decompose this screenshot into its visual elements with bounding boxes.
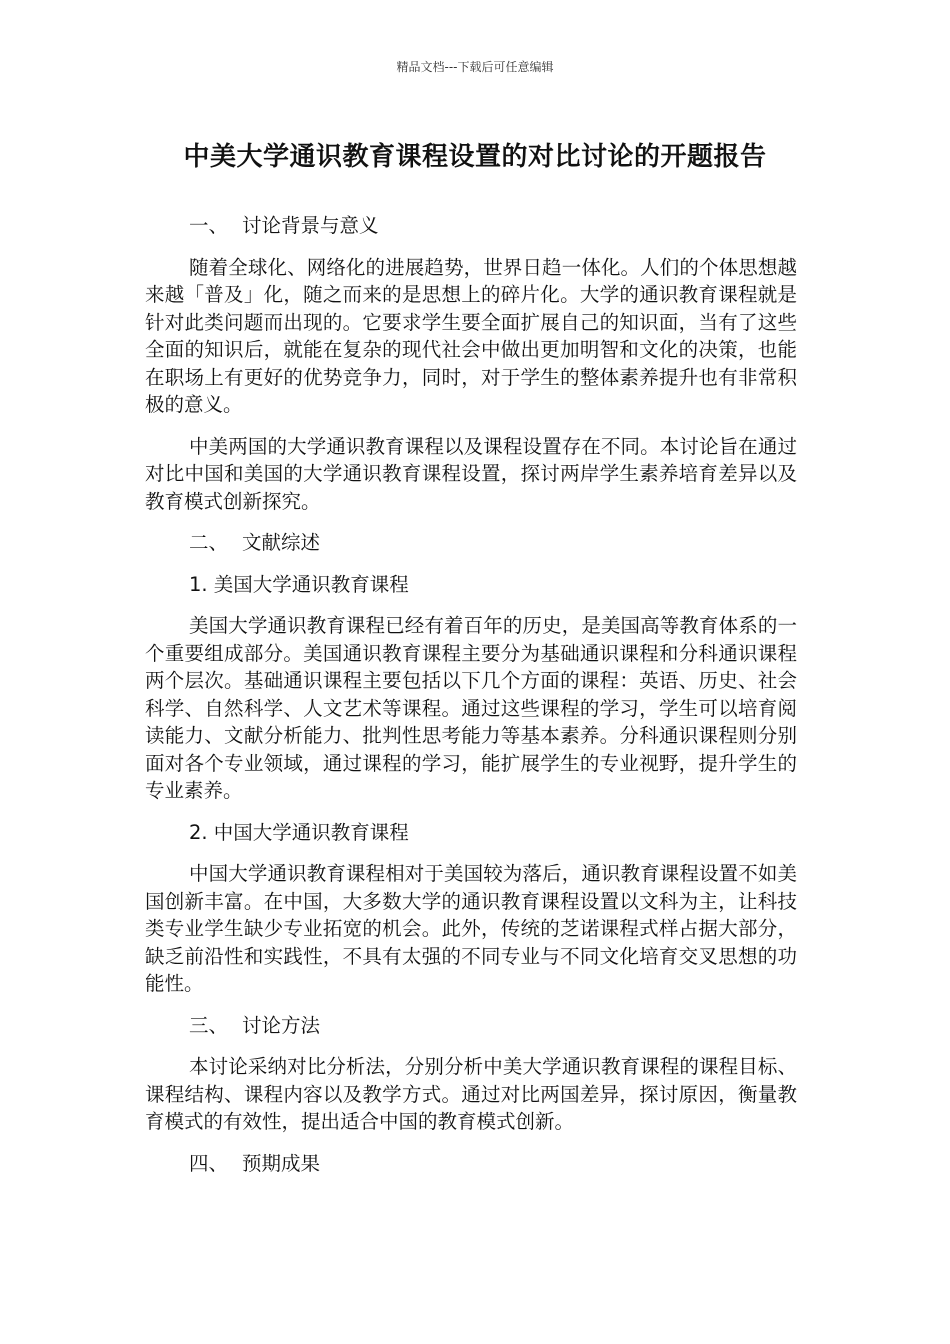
header-note: 精品文档---下载后可任意编辑: [396, 60, 554, 74]
section-number: 三、: [189, 1013, 229, 1037]
section-heading-background: [145, 212, 797, 240]
section-title: 讨论方法: [242, 1013, 321, 1037]
section-title: 文献综述: [242, 531, 321, 554]
section-number: 一、: [189, 214, 229, 237]
document-body: [145, 212, 797, 1191]
section-number: 四、: [189, 1151, 229, 1175]
subsection-heading-us: 1. 美国大学通识教育课程: [189, 572, 409, 596]
paragraph: 中美两国的大学通识教育课程以及课程设置存在不同。本讨论旨在通过对比中国和美国的大学通识教育课程设置，探讨两岸学生素养培育差异以及教育模式创新探究。: [145, 434, 797, 513]
paragraph: 中国大学通识教育课程相对于美国较为落后，通识教育课程设置不如美国创新丰富。在中国，大多数大学的通识教育课程设置以文科为主，让科技类专业学生缺少专业拓宽的机会。此外，传统的芝诺课程式样占据大部分，缺乏前沿性和实践性，不具有太强的不同专业与不同文化培育交叉思想的功能性。: [145, 862, 797, 995]
section-heading-literature: [145, 529, 797, 557]
section-title: 预期成果: [242, 1151, 321, 1175]
section-heading-outcomes: [145, 1150, 797, 1178]
document-title: 中美大学通识教育课程设置的对比讨论的开题报告: [183, 142, 767, 172]
section-title: 讨论背景与意义: [242, 214, 379, 237]
section-number: 二、: [189, 531, 229, 554]
paragraph: 本讨论采纳对比分析法，分别分析中美大学通识教育课程的课程目标、课程结构、课程内容以及教学方式。通过对比两国差异，探讨原因，衡量教育模式的有效性，提出适合中国的教育模式创新。: [145, 1055, 797, 1133]
paragraph: 美国大学通识教育课程已经有着百年的历史，是美国高等教育体系的一个重要组成部分。美国通识教育课程主要分为基础通识课程和分科通识课程两个层次。基础通识课程主要包括以下几个方面的课程：英语、历史、社会科学、自然科学、人文艺术等课程。通过这些课程的学习，学生可以培育阅读能力、文献分析能力、批判性思考能力等基本素养。分科通识课程则分别面对各个专业领域，通过课程的学习，能扩展学生的专业视野，提升学生的专业素养。: [145, 614, 797, 802]
section-heading-methods: [145, 1012, 797, 1040]
subsection-heading-china: 2. 中国大学通识教育课程: [189, 820, 409, 844]
paragraph: 随着全球化、网络化的进展趋势，世界日趋一体化。人们的个体思想越来越「普及」化，随之而来的是思想上的碎片化。大学的通识教育课程就是针对此类问题而出现的。它要求学生要全面扩展自己的知识面，当有了这些全面的知识后，就能在复杂的现代社会中做出更加明智和文化的决策，也能在职场上有更好的优势竞争力，同时，对于学生的整体素养提升也有非常积极的意义。: [145, 255, 797, 416]
